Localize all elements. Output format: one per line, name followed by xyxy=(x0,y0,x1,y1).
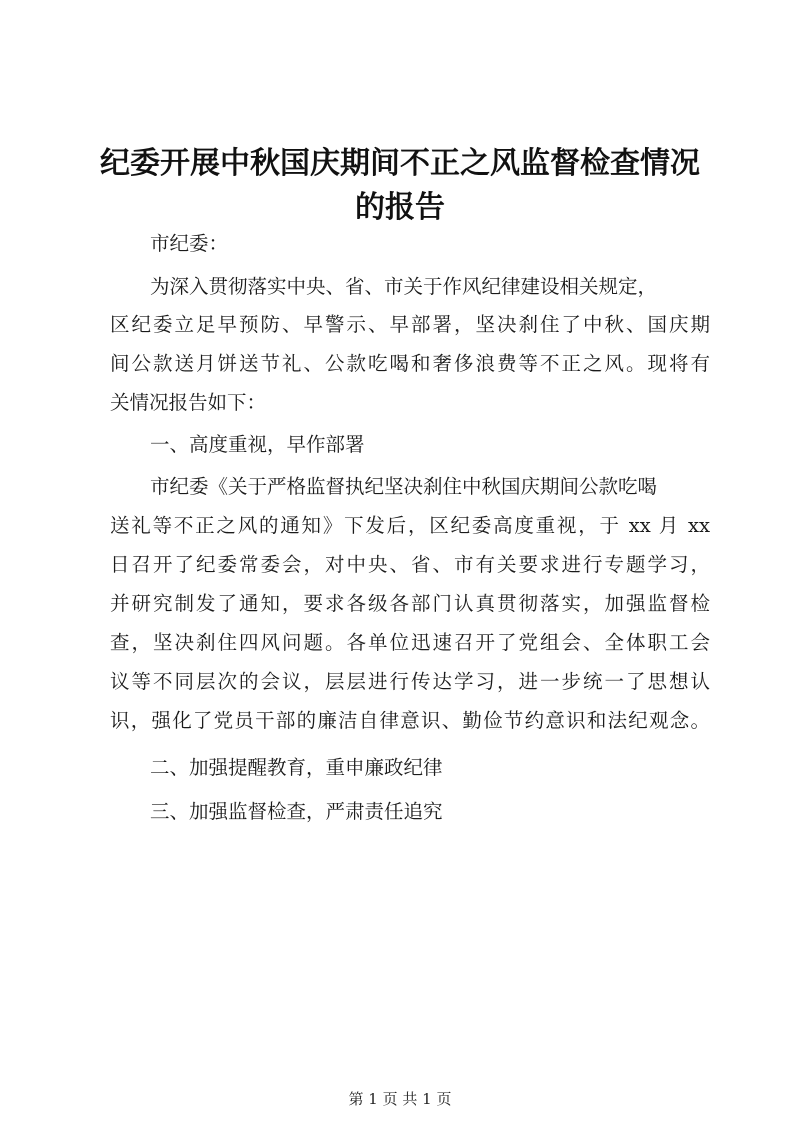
paragraph-2-line-3: 日召开了纪委常委会，对中央、省、市有关要求进行专题学习， xyxy=(110,553,710,576)
paragraph-2-line-5: 查，坚决刹住四风问题。各单位迅速召开了党组会、全体职工会 xyxy=(110,631,710,654)
section-heading-3: 三、加强监督检查，严肃责任追究 xyxy=(150,800,443,823)
salutation: 市纪委： xyxy=(150,232,229,255)
paragraph-2-line-7: 识，强化了党员干部的廉洁自律意识、勤俭节约意识和法纪观念。 xyxy=(110,709,710,732)
section-heading-1: 一、高度重视，早作部署 xyxy=(150,433,365,456)
paragraph-1-line-4: 关情况报告如下： xyxy=(110,391,267,414)
document-title-line-1: 纪委开展中秋国庆期间不正之风监督检查情况 xyxy=(100,146,700,181)
section-heading-2: 二、加强提醒教育，重申廉政纪律 xyxy=(150,756,443,779)
paragraph-1-line-1: 为深入贯彻落实中央、省、市关于作风纪律建设相关规定， xyxy=(150,275,658,298)
paragraph-2-line-4: 并研究制发了通知，要求各级各部门认真贯彻落实，加强监督检 xyxy=(110,592,710,615)
paragraph-2-line-1: 市纪委《关于严格监督执纪坚决刹住中秋国庆期间公款吃喝 xyxy=(150,475,658,498)
page-footer: 第 1 页 共 1 页 xyxy=(348,1090,452,1108)
paragraph-1-line-3: 间公款送月饼送节礼、公款吃喝和奢侈浪费等不正之风。现将有 xyxy=(110,352,710,375)
paragraph-2-line-6: 议等不同层次的会议，层层进行传达学习，进一步统一了思想认 xyxy=(110,670,710,693)
paragraph-2-line-2: 送礼等不正之风的通知》下发后，区纪委高度重视，于 xx 月 xx xyxy=(110,514,710,537)
paragraph-1-line-2: 区纪委立足早预防、早警示、早部署，坚决刹住了中秋、国庆期 xyxy=(110,313,710,336)
document-title-line-2: 的报告 xyxy=(355,190,445,225)
